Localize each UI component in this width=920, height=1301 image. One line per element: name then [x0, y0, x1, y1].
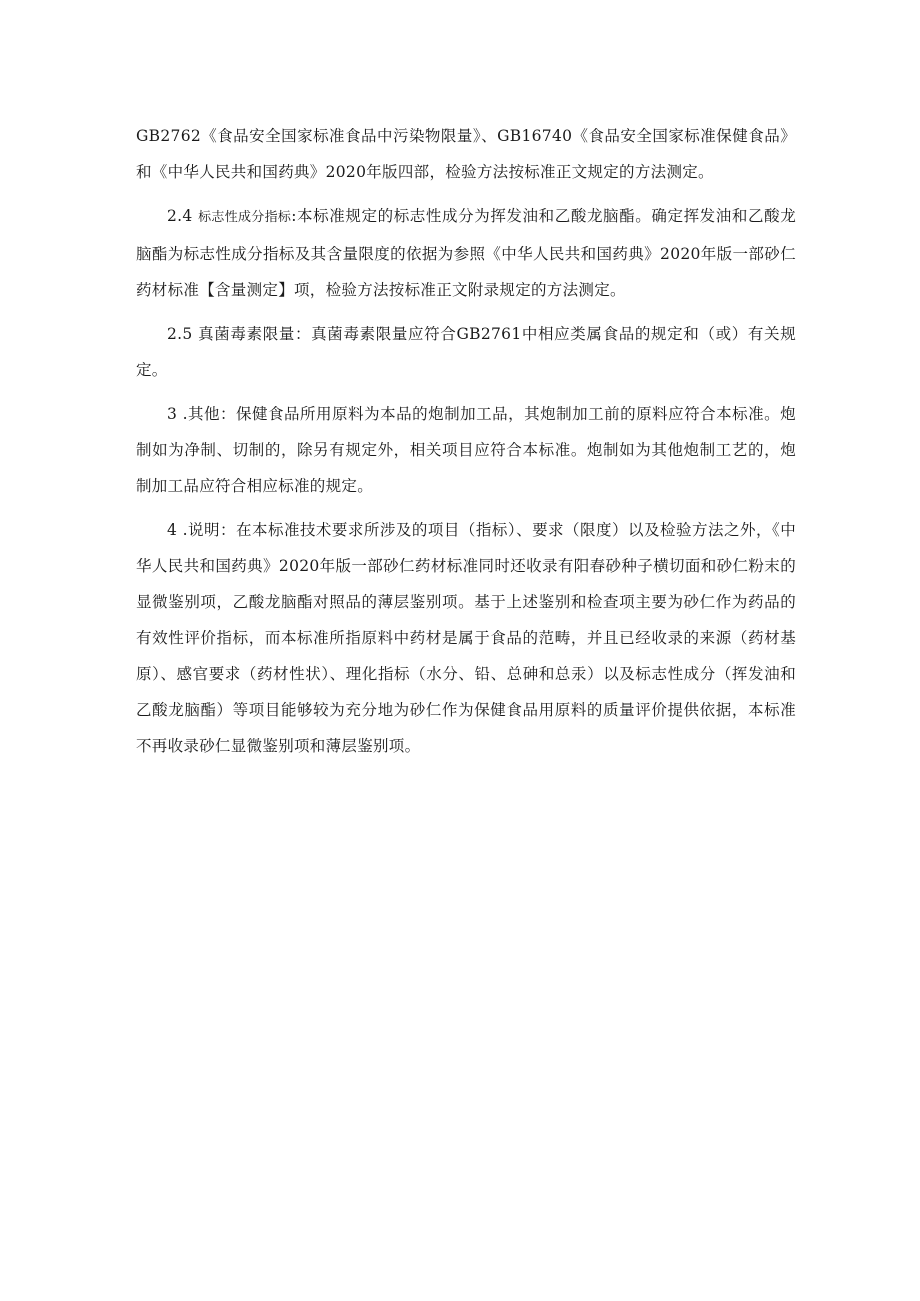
section-number: 2.4	[167, 207, 199, 225]
paragraph-test-methods	[136, 118, 796, 190]
paragraph-text: :本标准规定的标志性成分为挥发油和乙酸龙脑酯。确定挥发油和乙酸龙脑酯为标志性成分指标及其含量限度的依据为参照《中华人民共和国药典》2020年版一部砂仁药材标准【含量测定】项，检验方法按标准正文附录规定的方法测定。	[136, 207, 796, 299]
paragraph-text: 2.5 真菌毒素限量：真菌毒素限量应符合GB2761中相应类属食品的规定和（或）有关规定。	[136, 325, 796, 379]
paragraph-mycotoxin-limits	[136, 316, 796, 388]
paragraph-other	[136, 396, 796, 504]
document-page	[136, 118, 796, 772]
paragraph-text: 4 .说明：在本标准技术要求所涉及的项目（指标）、要求（限度）以及检验方法之外，《中华人民共和国药典》2020年版一部砂仁药材标准同时还收录有阳春砂种子横切面和砂仁粉末的显微鉴别项，乙酸龙脑酯对照品的薄层鉴别项。基于上述鉴别和检查项主要为砂仁作为药品的有效性评价指标，而本标准所指原料中药材是属于食品的范畴，并且已经收录的来源（药材基原）、感官要求（药材性状）、理化指标（水分、铅、总砷和总汞）以及标志性成分（挥发油和乙酸龙脑酯）等项目能够较为充分地为砂仁作为保健食品用原料的质量评价提供依据，本标准不再收录砂仁显微鉴别项和薄层鉴别项。	[136, 521, 796, 755]
paragraph-text: GB2762《食品安全国家标准食品中污染物限量》、GB16740《食品安全国家标准保健食品》和《中华人民共和国药典》2020年版四部，检验方法按标准正文规定的方法测定。	[136, 127, 796, 181]
paragraph-marker-components	[136, 198, 796, 308]
paragraph-explanation	[136, 512, 796, 764]
section-label: 标志性成分指标	[198, 210, 292, 225]
paragraph-text: 3 .其他：保健食品所用原料为本品的炮制加工品，其炮制加工前的原料应符合本标准。炮制如为净制、切制的，除另有规定外，相关项目应符合本标准。炮制如为其他炮制工艺的，炮制加工品应符合相应标准的规定。	[136, 405, 796, 495]
